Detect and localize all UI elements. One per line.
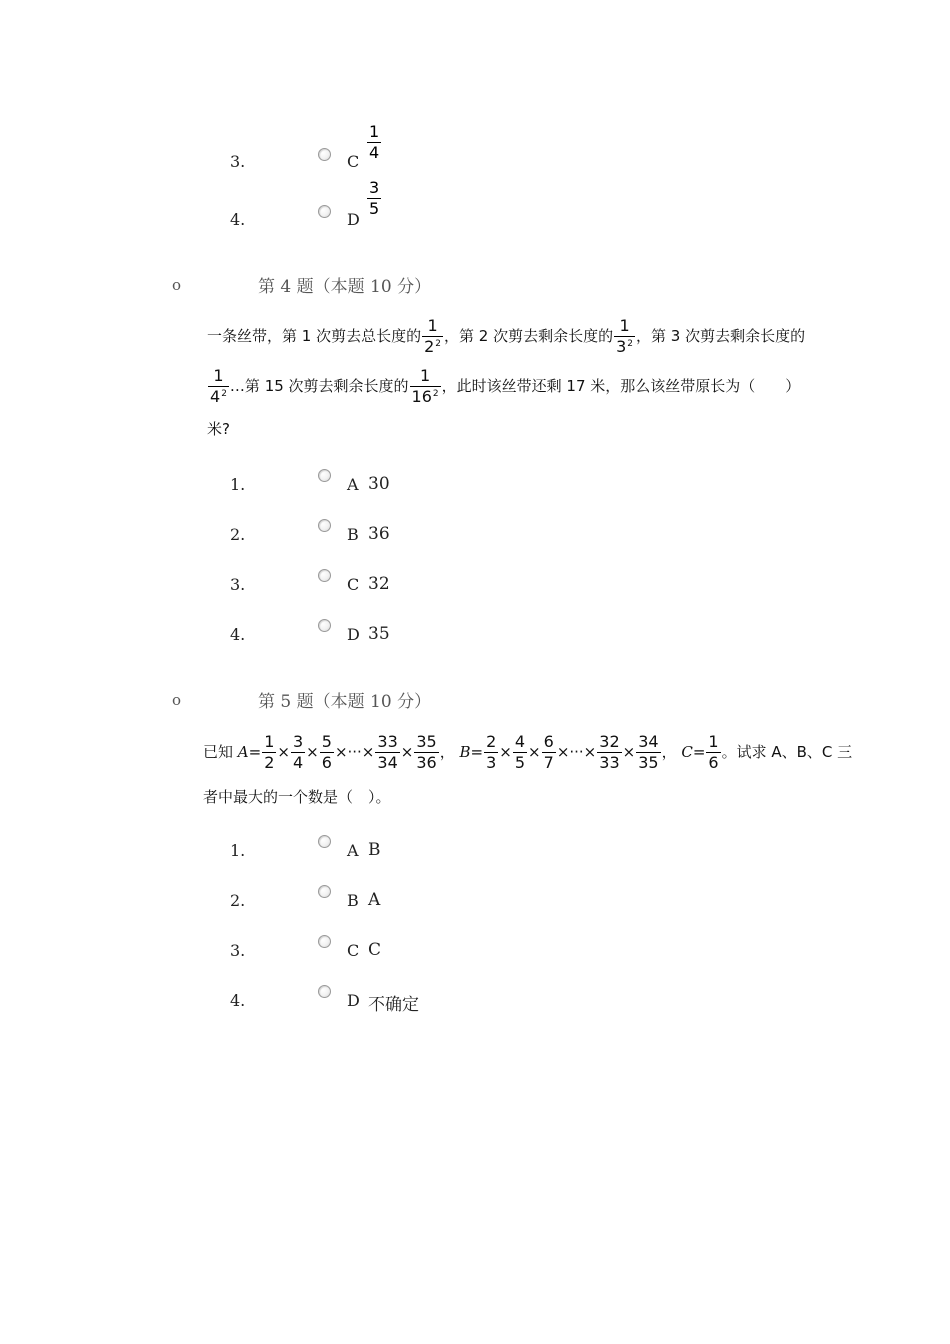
fraction: [614, 318, 635, 355]
comma: ，: [661, 743, 677, 761]
fraction: [410, 368, 441, 405]
fraction-numerator: 1: [420, 366, 431, 385]
option-letter: D: [347, 625, 360, 644]
fraction-denominator: [208, 386, 229, 405]
fraction-denominator: [614, 336, 635, 355]
option-number: 4.: [230, 625, 246, 644]
radio-button[interactable]: [318, 469, 331, 482]
option-value: 35: [368, 624, 390, 644]
fraction-numerator: 3: [369, 178, 380, 197]
variable-b: B: [459, 743, 471, 761]
question-text: ，第 2 次剪去剩余长度的: [444, 327, 614, 345]
comma: ，: [439, 743, 455, 761]
option-value: B: [368, 840, 381, 860]
times-sign: ×: [528, 743, 541, 761]
base: 4: [210, 387, 221, 406]
option-value: 36: [368, 524, 390, 544]
fraction-denominator: 4: [369, 143, 380, 162]
option-number: 3.: [230, 941, 246, 960]
fraction-numerator: 1: [427, 316, 438, 335]
fraction: [597, 734, 621, 771]
question-text: …第 15 次剪去剩余长度的: [229, 377, 409, 395]
question-header: 第 4 题（本题 10 分）: [258, 277, 432, 297]
exponent: 2: [221, 389, 227, 399]
times-sign: ×: [277, 743, 290, 761]
question-text: ，此时该丝带还剩 17 米，那么该丝带原长为（ ）: [441, 377, 801, 395]
times-sign: ×: [622, 743, 636, 761]
fraction: [542, 734, 556, 771]
fraction-numerator: 35: [416, 732, 437, 751]
option-fraction: [367, 124, 381, 161]
fraction-numerator: 1: [264, 732, 275, 751]
question-text: 已知: [203, 743, 234, 761]
option-number: 4.: [230, 991, 246, 1010]
option-number: 3.: [230, 152, 246, 171]
fraction-numerator: 1: [213, 366, 224, 385]
option-value: C: [368, 940, 382, 960]
base: 2: [424, 337, 435, 356]
ellipsis-product: ×···×: [556, 743, 597, 761]
ellipsis-product: ×···×: [334, 743, 375, 761]
fraction: [208, 368, 229, 405]
fraction: [291, 734, 305, 771]
variable-a: A: [237, 743, 249, 761]
option-number: 4.: [230, 210, 246, 229]
option-value: 32: [368, 574, 390, 594]
fraction: [636, 734, 660, 771]
fraction-denominator: 36: [416, 753, 437, 772]
option-number: 2.: [230, 525, 246, 544]
radio-button[interactable]: [318, 519, 331, 532]
question-text-line: 者中最大的一个数是（ ）。: [203, 788, 391, 806]
option-letter: A: [347, 475, 359, 494]
times-sign: ×: [400, 743, 414, 761]
fraction-numerator: 32: [599, 732, 620, 751]
radio-button[interactable]: [318, 835, 331, 848]
equals-sign: =: [248, 743, 262, 761]
fraction: [262, 734, 276, 771]
fraction-denominator: 5: [514, 753, 526, 772]
fraction-denominator: 33: [599, 753, 620, 772]
question-text-line: [207, 368, 800, 405]
exponent: 2: [435, 339, 442, 349]
list-bullet: o: [172, 691, 182, 709]
equals-sign: =: [470, 743, 484, 761]
fraction-denominator: 2: [264, 753, 275, 772]
radio-button[interactable]: [318, 885, 331, 898]
fraction-denominator: 34: [377, 753, 398, 772]
fraction-numerator: 6: [543, 732, 554, 751]
fraction: [422, 318, 443, 355]
fraction-denominator: [422, 336, 443, 355]
option-value: A: [368, 890, 381, 910]
question-text-line: [207, 318, 805, 355]
fraction-numerator: 3: [292, 732, 304, 751]
fraction: [484, 734, 498, 771]
radio-button[interactable]: [318, 935, 331, 948]
fraction-denominator: 3: [486, 753, 497, 772]
fraction-denominator: 35: [638, 753, 659, 772]
fraction-numerator: 1: [619, 316, 630, 335]
question-text: 一条丝带，第 1 次剪去总长度的: [207, 327, 422, 345]
fraction: [414, 734, 438, 771]
fraction-denominator: 6: [321, 753, 332, 772]
variable-c: C: [681, 743, 693, 761]
fraction: [513, 734, 527, 771]
radio-button[interactable]: [318, 985, 331, 998]
option-letter: C: [347, 152, 360, 171]
question-text: ，第 3 次剪去剩余长度的: [636, 327, 806, 345]
option-letter: D: [347, 991, 360, 1010]
fraction-denominator: [410, 386, 441, 405]
fraction-denominator: 5: [369, 199, 380, 218]
base: 16: [411, 387, 432, 406]
base: 3: [616, 337, 627, 356]
option-number: 1.: [230, 475, 246, 494]
fraction-denominator: 6: [708, 753, 719, 772]
fraction: [375, 734, 399, 771]
question-header: 第 5 题（本题 10 分）: [258, 692, 432, 712]
option-letter: C: [347, 575, 360, 594]
fraction-numerator: 2: [486, 732, 497, 751]
fraction-numerator: 1: [708, 732, 719, 751]
fraction-denominator: 7: [543, 753, 554, 772]
times-sign: ×: [306, 743, 319, 761]
question-text: 。试求 A、B、C 三: [721, 743, 853, 761]
fraction-numerator: 34: [638, 732, 659, 751]
list-bullet: o: [172, 276, 182, 294]
times-sign: ×: [499, 743, 512, 761]
question-text-line: 米?: [207, 420, 230, 438]
fraction-numerator: 33: [377, 732, 398, 751]
option-value: 不确定: [368, 995, 419, 1015]
fraction-numerator: 4: [514, 732, 526, 751]
fraction: [320, 734, 334, 771]
fraction-denominator: 4: [292, 753, 304, 772]
option-fraction: [367, 180, 381, 217]
radio-button[interactable]: [318, 569, 331, 582]
option-number: 2.: [230, 891, 246, 910]
option-number: 1.: [230, 841, 246, 860]
question-text-line: [203, 734, 852, 771]
option-letter: B: [347, 891, 359, 910]
exponent: 2: [627, 339, 634, 349]
radio-button[interactable]: [318, 619, 331, 632]
exponent: 2: [432, 389, 439, 399]
fraction-numerator: 1: [369, 122, 380, 141]
equals-sign: =: [692, 743, 706, 761]
radio-button[interactable]: [318, 148, 331, 161]
option-letter: A: [347, 841, 359, 860]
radio-button[interactable]: [318, 205, 331, 218]
option-letter: D: [347, 210, 360, 229]
option-number: 3.: [230, 575, 246, 594]
option-letter: B: [347, 525, 359, 544]
fraction-numerator: 5: [321, 732, 332, 751]
option-value: 30: [368, 474, 390, 494]
fraction: [706, 734, 720, 771]
option-letter: C: [347, 941, 360, 960]
